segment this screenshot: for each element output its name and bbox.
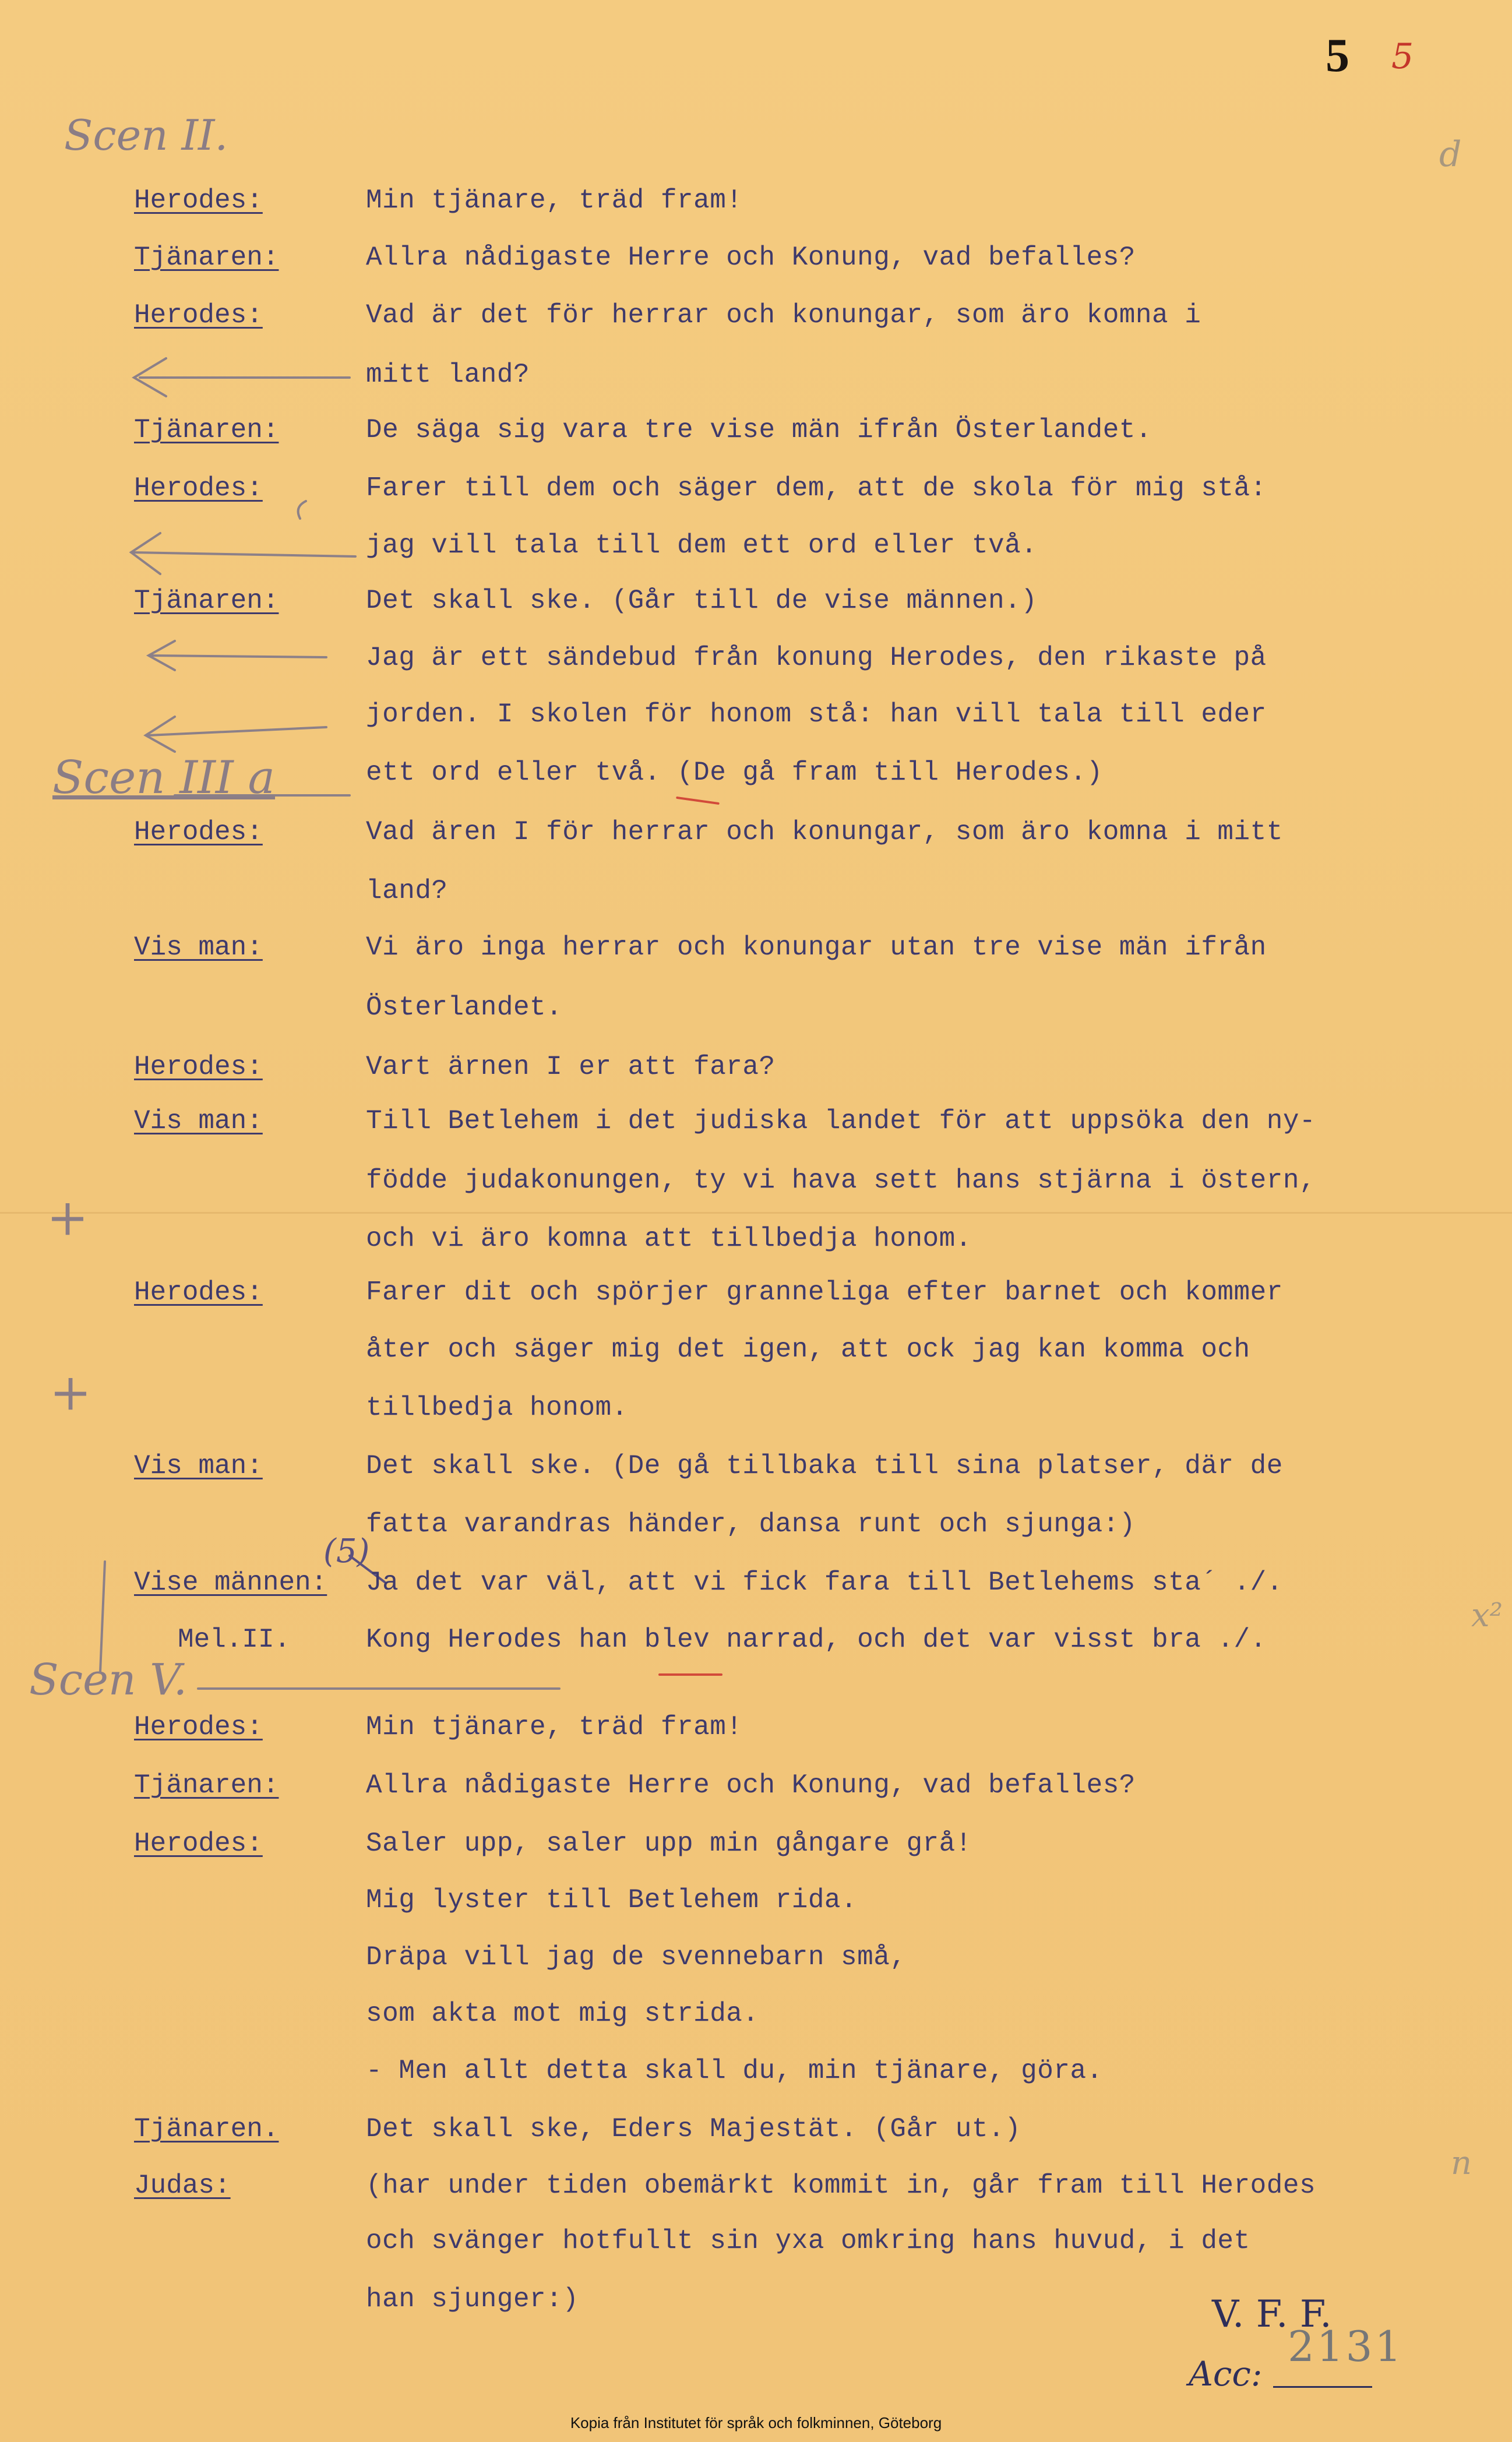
dialogue-line: Vad är det för herrar och konungar, som äro komna i	[366, 300, 1201, 330]
dialogue-line: Österlandet.	[366, 992, 563, 1023]
dialogue-line: Farer dit och spörjer granneliga efter barnet och kommer	[366, 1277, 1283, 1308]
arrow-jag-vill-icon	[131, 533, 355, 574]
speaker-label: Vis man:	[134, 932, 263, 963]
speaker-label: Herodes:	[134, 817, 263, 847]
margin-right-x2: x²	[1471, 1597, 1503, 1634]
dialogue-line: Allra nådigaste Herre och Konung, vad befalles?	[366, 242, 1136, 273]
page-number: 5	[1326, 29, 1349, 82]
margin-note-scene-5: Scen V.	[29, 1655, 188, 1705]
margin-right-letter: d	[1439, 134, 1462, 175]
dialogue-line: och svänger hotfullt sin yxa omkring hans huvud, i det	[366, 2226, 1250, 2256]
dialogue-line: Mig lyster till Betlehem rida.	[366, 1885, 858, 1915]
dialogue-line: Min tjänare, träd fram!	[366, 185, 743, 216]
dialogue-line: - Men allt detta skall du, min tjänare, göra.	[366, 2056, 1103, 2086]
dialogue-line: Det skall ske. (De gå tillbaka till sina platser, där de	[366, 1451, 1283, 1481]
margin-note-scene-2: Scen II.	[64, 111, 228, 160]
dialogue-line: jorden. I skolen för honom stå: han vill tala till eder	[366, 699, 1267, 730]
dialogue-line: land?	[366, 876, 448, 906]
dialogue-line: Det skall ske, Eders Majestät. (Går ut.)	[366, 2114, 1021, 2144]
speaker-label: Herodes:	[134, 300, 263, 330]
dialogue-line: Ja det var väl, att vi fick fara till Betlehems sta´ ./.	[366, 1567, 1283, 1598]
dialogue-line: Jag är ett sändebud från konung Herodes, den rikaste på	[366, 643, 1267, 673]
page-number-handwritten: 5	[1391, 36, 1414, 77]
archive-footer: Kopia från Institutet för språk och folkminnen, Göteborg	[570, 2414, 942, 2432]
speaker-label: Vis man:	[134, 1106, 263, 1136]
speaker-label: Herodes:	[134, 1712, 263, 1742]
speaker-label: Tjänaren:	[134, 242, 279, 273]
dialogue-line: Saler upp, saler upp min gångare grå!	[366, 1828, 972, 1859]
dialogue-line: fatta varandras händer, dansa runt och sjunga:)	[366, 1509, 1136, 1539]
accession-number: 2131	[1288, 2322, 1404, 2371]
dialogue-line: ett ord eller två. (De gå fram till Herodes.)	[366, 757, 1103, 788]
dialogue-line: Allra nådigaste Herre och Konung, vad befalles?	[366, 1770, 1136, 1800]
speaker-label: Tjänaren:	[134, 1770, 279, 1800]
arrow-sandebud-icon	[149, 641, 326, 670]
margin-note-scene-3a: Scen III a	[52, 752, 276, 804]
dialogue-line: Farer till dem och säger dem, att de skola för mig stå:	[366, 473, 1267, 503]
speaker-label: Tjänaren.	[134, 2114, 279, 2144]
dialogue-line: åter och säger mig det igen, att ock jag kan komma och	[366, 1334, 1250, 1365]
red-mark-2	[658, 1673, 722, 1676]
dialogue-line: De säga sig vara tre vise män ifrån Österlandet.	[366, 415, 1152, 445]
margin-plus-1: +	[47, 1189, 89, 1247]
speaker-label: Tjänaren:	[134, 586, 279, 616]
dialogue-line: Dräpa vill jag de svennebarn små,	[366, 1942, 907, 1972]
dialogue-line: Min tjänare, träd fram!	[366, 1712, 743, 1742]
margin-plus-2: +	[50, 1363, 92, 1422]
arrow-mitt-land-icon	[134, 358, 350, 396]
dialogue-line: Det skall ske. (Går till de vise männen.)	[366, 586, 1038, 616]
dialogue-line: Vart ärnen I er att fara?	[366, 1052, 776, 1082]
margin-right-n: n	[1451, 2144, 1472, 2182]
dialogue-line: mitt land?	[366, 360, 530, 390]
speaker-label: Vis man:	[134, 1451, 263, 1481]
speaker-label: Herodes:	[134, 185, 263, 216]
accession-underline	[1273, 2386, 1372, 2388]
dialogue-line: Vi äro inga herrar och konungar utan tre vise män ifrån	[366, 932, 1267, 963]
speaker-label: Herodes:	[134, 1052, 263, 1082]
dialogue-line: (har under tiden obemärkt kommit in, går fram till Herodes	[366, 2170, 1316, 2201]
dialogue-line: och vi äro komna att tillbedja honom.	[366, 1224, 972, 1254]
dialogue-line: Vad ären I för herrar och konungar, som äro komna i mitt	[366, 817, 1283, 847]
dialogue-line: som akta mot mig strida.	[366, 1999, 759, 2029]
dialogue-line: födde judakonungen, ty vi hava sett hans stjärna i östern,	[366, 1165, 1316, 1196]
margin-paren-mark-icon	[298, 501, 306, 519]
speaker-label: Herodes:	[134, 1277, 263, 1308]
melody-label: Mel.II.	[178, 1625, 291, 1655]
margin-bracket-number: (5)	[323, 1532, 370, 1570]
dialogue-line: jag vill tala till dem ett ord eller två.	[366, 530, 1038, 561]
speaker-label: Tjänaren:	[134, 415, 279, 445]
speaker-label: Judas:	[134, 2170, 231, 2201]
accession-label: Acc:	[1189, 2354, 1263, 2394]
speaker-label: Herodes:	[134, 473, 263, 503]
dialogue-line: han sjunger:)	[366, 2284, 579, 2314]
margin-bracket-line-icon	[100, 1562, 105, 1672]
dialogue-line: tillbedja honom.	[366, 1393, 628, 1423]
dialogue-line: Kong Herodes han blev narrad, och det var visst bra ./.	[366, 1625, 1267, 1655]
dialogue-line: Till Betlehem i det judiska landet för att uppsöka den ny-	[366, 1106, 1316, 1136]
speaker-label: Vise männen:	[134, 1567, 327, 1598]
arrow-jorden-icon	[146, 717, 326, 752]
archive-initials: V. F. F.	[1212, 2293, 1332, 2336]
speaker-label: Herodes:	[134, 1828, 263, 1859]
